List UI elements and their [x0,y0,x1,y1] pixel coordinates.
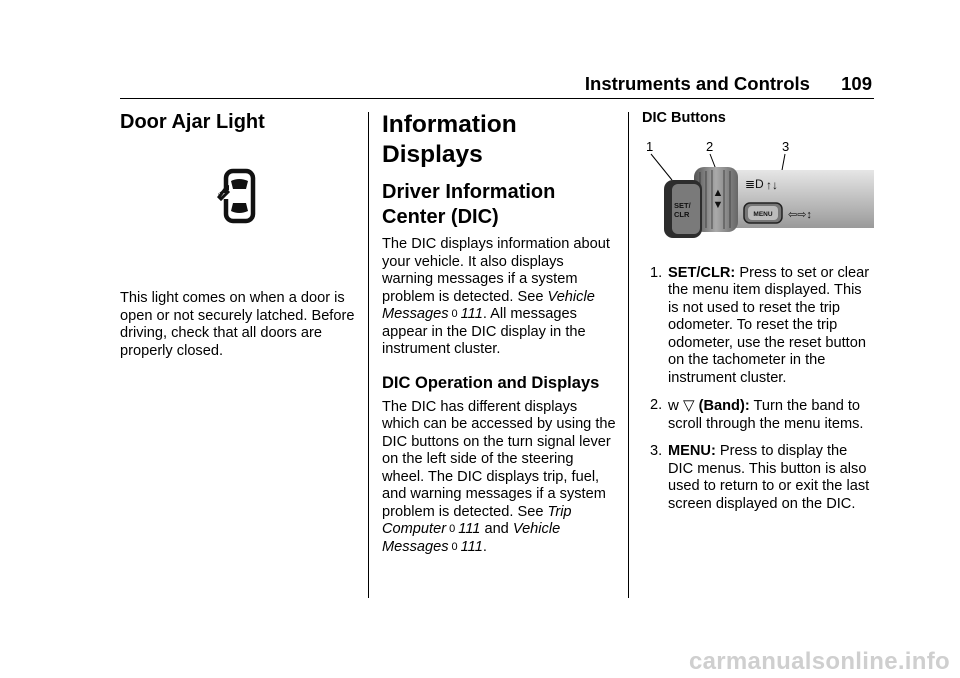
list-item-number: 1. [650,264,663,281]
callout-1: 1 [646,138,654,154]
conjunction-text: and [484,521,509,537]
list-item-number: 3. [650,443,663,459]
set-clr-label-2: CLR [674,209,690,219]
page-ref-arrow-icon: 0 [451,540,458,553]
page-number: 109 [841,73,872,94]
vehicle-messages-ref[interactable]: Vehicle Messages [382,521,561,555]
dic-buttons-heading: DIC Buttons [642,110,726,126]
information-displays-heading: Information Displays [382,111,517,168]
list-item-label: MENU: [668,443,716,459]
page-ref-arrow-icon: 0 [449,523,456,535]
list-item-text: Press to set or clear the menu item displayed. This is not used to reset the trip odometer. To reset the trip odometer, use the reset button on the tachometer in the instrument cluster. [668,264,870,386]
band-down-arrow-icon: ▼ [712,198,724,211]
dic-intro-text: The DIC displays information about your vehicle. It also displays warning messages if a system problem is detected. See [382,236,610,305]
door-ajar-heading: Door Ajar Light [120,111,265,133]
dic-operation-body [382,399,618,557]
dic-intro-text-end: . All messages appear in the DIC display in the instrument cluster. [382,306,586,357]
page-ref-arrow-icon: 0 [451,308,458,320]
callout-2: 2 [706,138,714,154]
menu-button-label: MENU [753,210,773,218]
dic-buttons-figure [642,138,874,253]
lever-turn-signal-icon: ⇦⇨↕ [788,208,812,221]
list-item-text: Turn the band to scroll through the menu items. [668,398,864,432]
header-rule [120,98,874,99]
dic-operation-heading: DIC Operation and Displays [382,373,600,392]
vehicle-messages-ref[interactable]: Vehicle Messages [382,288,595,322]
middle-column [382,110,618,566]
band-icons: w ▽ [668,397,695,414]
list-item-label: SET/CLR: [668,264,736,281]
left-column [120,110,356,370]
headlamp-icon: ≣D [745,176,764,191]
watermark: carmanualsonline.info [688,648,950,675]
column-divider-left [368,112,369,598]
callout-line-1 [651,154,672,180]
dic-operation-text: The DIC has different displays which can be accessed by using the DIC buttons on the turn signal lever on the left side of the steering wheel. The DIC displays trip, fuel, and warning messages if a system problem is detected. See [382,398,616,520]
page-ref-number[interactable]: 111 [458,521,481,537]
door-ajar-vehicle-icon [217,167,257,227]
set-clr-label: SET/ [674,200,691,210]
page-ref-number[interactable]: 111 [460,306,483,322]
list-item [642,397,874,433]
trip-computer-ref[interactable]: Trip Computer [382,503,572,537]
list-item [642,443,874,513]
callout-3: 3 [782,138,790,154]
door-ajar-body: This light comes on when a door is open or not securely latched. Before driving, check that all doors are properly closed. [120,290,355,359]
sentence-end: . [482,538,487,555]
dic-buttons-list [642,265,874,514]
lever-updown-arrows-icon: ↑↓ [766,177,778,192]
page-ref-number[interactable]: 111 [460,538,483,555]
right-column [642,110,874,523]
page-header [585,73,872,95]
column-divider-right [628,112,629,598]
list-item-label: (Band): [698,398,750,414]
list-item-number: 2. [650,397,663,413]
dic-heading: Driver Information Center (DIC) [382,181,556,228]
dic-intro [382,236,618,359]
band-up-arrow-icon: ▲ [712,186,724,199]
door-ajar-icon-area [120,135,356,290]
header-section-title: Instruments and Controls [584,73,810,94]
list-item [642,265,874,388]
list-item-text: Press to display the DIC menus. This button is also used to return to or exit the last screen displayed on the DIC. [668,443,870,512]
